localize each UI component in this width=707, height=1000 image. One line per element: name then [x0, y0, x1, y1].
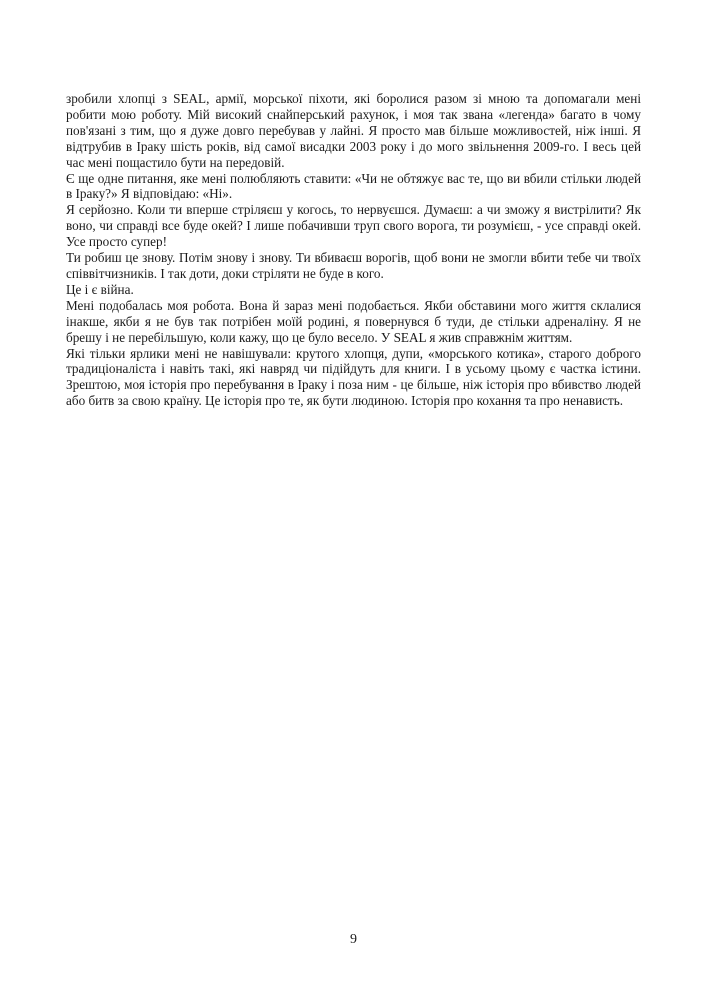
paragraph: Я серйозно. Коли ти вперше стріляєш у когось, то нервуєшся. Думаєш: а чи зможу я вистрілити? Як воно, чи справді все буде окей? І лише побачивши труп свого ворога, ти розумієш, - усе справді окей. Усе просто супер!	[66, 202, 641, 250]
paragraph: Які тільки ярлики мені не навішували: крутого хлопця, дупи, «морського котика», старого доброго традиціоналіста і навіть такі, які навряд чи підійдуть для книги. І в усьому цьому є частка істини. Зрештою, моя історія про перебування в Іраку і поза ним - це більше, ніж історія про вбивство людей або битв за свою країну. Це історія про те, як бути людиною. Історія про кохання та про ненависть.	[66, 345, 641, 409]
body-text	[66, 91, 641, 409]
page-number: 9	[350, 932, 357, 947]
paragraph: Це і є війна.	[66, 281, 134, 297]
paragraph: Мені подобалась моя робота. Вона й зараз мені подобається. Якби обставини мого життя склалися інакше, якби я не був так потрібен моїй родині, я повернувся б туди, де стільки адреналіну. Я не брешу і не перебільшую, коли кажу, що це було весело. У SEAL я жив справжнім життям.	[66, 297, 641, 345]
paragraph: зробили хлопці з SEAL, армії, морської піхоти, які боролися разом зі мною та допомагали мені робити мою роботу. Мій високий снайперський рахунок, і моя так звана «легенда» багато в чому пов'язані з тим, що я дуже довго перебував у лайні. Я просто мав більше можливостей, ніж інші. Я відтрубив в Іраку шість років, від самої висадки 2003 року і до мого звільнення 2009-го. І весь цей час мені пощастило бути на передовій.	[66, 91, 641, 170]
paragraph: Є ще одне питання, яке мені полюбляють ставити: «Чи не обтяжує вас те, що ви вбили стільки людей в Іраку?» Я відповідаю: «Ні».	[66, 170, 641, 202]
paragraph: Ти робиш це знову. Потім знову і знову. Ти вбиваєш ворогів, щоб вони не змогли вбити тебе чи твоїх співвітчизників. І так доти, доки стріляти не буде в кого.	[66, 250, 641, 281]
